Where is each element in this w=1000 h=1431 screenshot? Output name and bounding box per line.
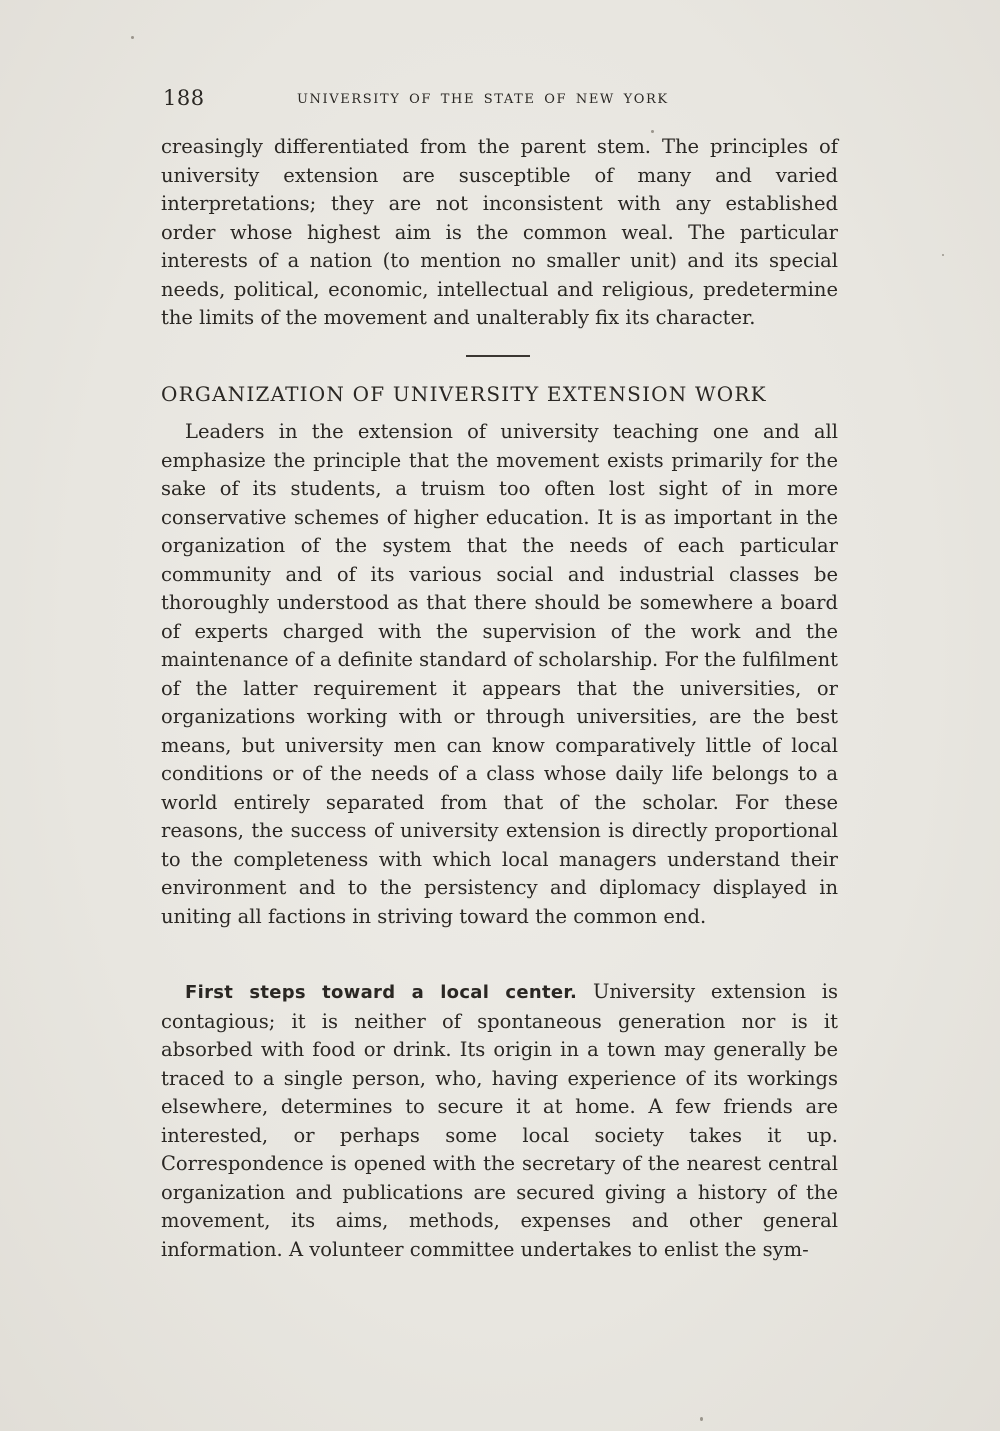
intro-paragraph: creasingly differentiated from the parent stem. The principles of university extension are susceptible of many and varied interpretations; they are not inconsistent with any established order whose highest aim is the common weal. The particular interests of a nation (to mention no smaller unit) and its special needs, political, economic, intellectual and religious, predetermine the limits of the movement and unalterably fix its character. [161, 135, 838, 329]
first-steps-paragraph-block [161, 978, 838, 1264]
first-steps-heading: First steps toward a local center. [185, 982, 578, 1003]
first-steps-text: University extension is contagious; it is neither of spontaneous generation nor is it absorbed with food or drink. Its origin in a town may generally be traced to a single person, who, having experience of its workings elsewhere, determines to secure it at home. A few friends are interested, or perhaps some local society takes it up. Correspondence is opened with the secretary of the nearest central organization and publications are secured giving a history of the movement, its aims, methods, expenses and other general information. A volunteer committee undertakes to enlist the sym- [161, 980, 838, 1261]
first-steps-paragraph [161, 978, 838, 1264]
page-number: 188 [163, 86, 205, 110]
section-divider-rule [466, 355, 530, 357]
organization-paragraph: Leaders in the extension of university teaching one and all emphasize the principle that the movement exists primarily for the sake of its students, a truism too often lost sight of in more conservative schemes of higher education. It is as important in the organization of the system that the needs of each particular community and of its various social and industrial classes be thoroughly understood as that there should be somewhere a board of experts charged with the supervision of the work and the maintenance of a definite standard of scholarship. For the fulfilment of the latter requirement it appears that the universities, or organizations working with or through universities, are the best means, but university men can know comparatively little of local conditions or of the needs of a class whose daily life belongs to a world entirely separated from that of the scholar. For these reasons, the success of university extension is directly proportional to the completeness with which local managers understand their environment and to the persistency and diplomacy displayed in uniting all factions in striving toward the common end. [161, 420, 838, 928]
page-header [163, 86, 843, 116]
paper-speck [942, 254, 944, 256]
intro-paragraph-block [161, 133, 838, 333]
paper-speck [131, 36, 134, 39]
section-heading: ORGANIZATION OF UNIVERSITY EXTENSION WORK [161, 382, 767, 406]
organization-paragraph-block [161, 418, 838, 931]
running-head: UNIVERSITY OF THE STATE OF NEW YORK [297, 92, 669, 107]
paper-speck [700, 1417, 703, 1421]
